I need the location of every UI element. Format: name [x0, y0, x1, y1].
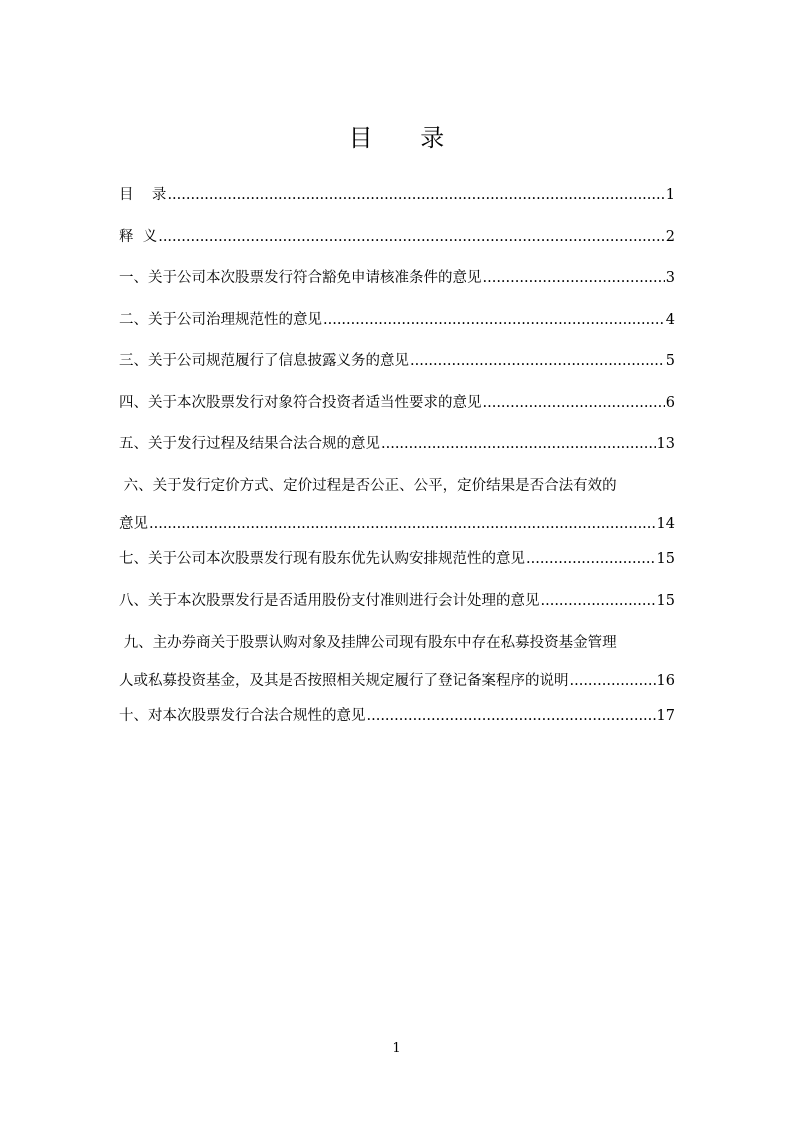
toc-entry-label: 意见 [119, 516, 148, 532]
toc-leader-dots [483, 268, 665, 288]
toc-leader-dots [570, 671, 656, 691]
toc-entry-label: 目 录 [119, 187, 167, 203]
toc-entry[interactable] [119, 706, 675, 726]
toc-entry-page: 15 [656, 551, 675, 567]
toc-entry-page: 5 [665, 353, 675, 369]
toc-entry[interactable] [119, 476, 675, 536]
toc-entry[interactable] [119, 227, 675, 247]
toc-leader-dots [167, 185, 664, 205]
toc-entry-first-line: 九、主办券商关于股票认购对象及挂牌公司现有股东中存在私募投资基金管理 [119, 635, 617, 651]
toc-entry-page: 2 [665, 229, 675, 245]
toc-entry[interactable] [119, 310, 675, 330]
toc-entry[interactable] [119, 185, 675, 205]
toc-entry-label: 八、关于本次股票发行是否适用股份支付准则进行会计处理的意见 [119, 593, 540, 609]
toc-leader-dots [526, 549, 656, 569]
toc-leader-dots [541, 591, 656, 611]
toc-entry[interactable] [119, 434, 675, 454]
toc-entry-label: 一、关于公司本次股票发行符合豁免申请核准条件的意见 [119, 270, 482, 286]
toc-entry-label: 四、关于本次股票发行对象符合投资者适当性要求的意见 [119, 395, 482, 411]
toc-entry-page: 1 [665, 187, 675, 203]
toc-entry-label: 五、关于发行过程及结果合法合规的意见 [119, 436, 380, 452]
toc-entry[interactable] [119, 351, 675, 371]
toc-entry-page: 15 [656, 593, 675, 609]
page-number: 1 [392, 1041, 401, 1056]
toc-entry-label: 七、关于公司本次股票发行现有股东优先认购安排规范性的意见 [119, 551, 525, 567]
toc-leader-dots [367, 706, 656, 726]
toc-leader-dots [149, 514, 656, 534]
toc-entry-label: 十、对本次股票发行合法合规性的意见 [119, 708, 366, 724]
toc-entry-page: 3 [665, 270, 675, 286]
toc-entry-page: 16 [656, 673, 675, 689]
toc-entry-first-line: 六、关于发行定价方式、定价过程是否公正、公平，定价结果是否合法有效的 [119, 478, 617, 494]
toc-entry-page: 13 [656, 436, 675, 452]
toc-entry-label: 二、关于公司治理规范性的意见 [119, 312, 322, 328]
toc-leader-dots [483, 393, 665, 413]
toc-entry[interactable] [119, 591, 675, 611]
toc-leader-dots [410, 351, 665, 371]
toc-entry-page: 17 [656, 708, 675, 724]
toc-entry-page: 14 [656, 516, 675, 532]
toc-leader-dots [381, 434, 656, 454]
toc-leader-dots [158, 227, 665, 247]
toc-title: 目 录 [348, 124, 465, 152]
toc-leader-dots [323, 310, 665, 330]
toc-entry-page: 6 [665, 395, 675, 411]
toc-entry[interactable] [119, 633, 675, 693]
toc-entry-label: 人或私募投资基金，及其是否按照相关规定履行了登记备案程序的说明 [119, 673, 569, 689]
toc-entry-label: 三、关于公司规范履行了信息披露义务的意见 [119, 353, 409, 369]
toc-entry[interactable] [119, 393, 675, 413]
toc-entry-label: 释 义 [119, 229, 158, 245]
toc-entry-page: 4 [665, 312, 675, 328]
toc-entry[interactable] [119, 268, 675, 288]
toc-entry[interactable] [119, 549, 675, 569]
